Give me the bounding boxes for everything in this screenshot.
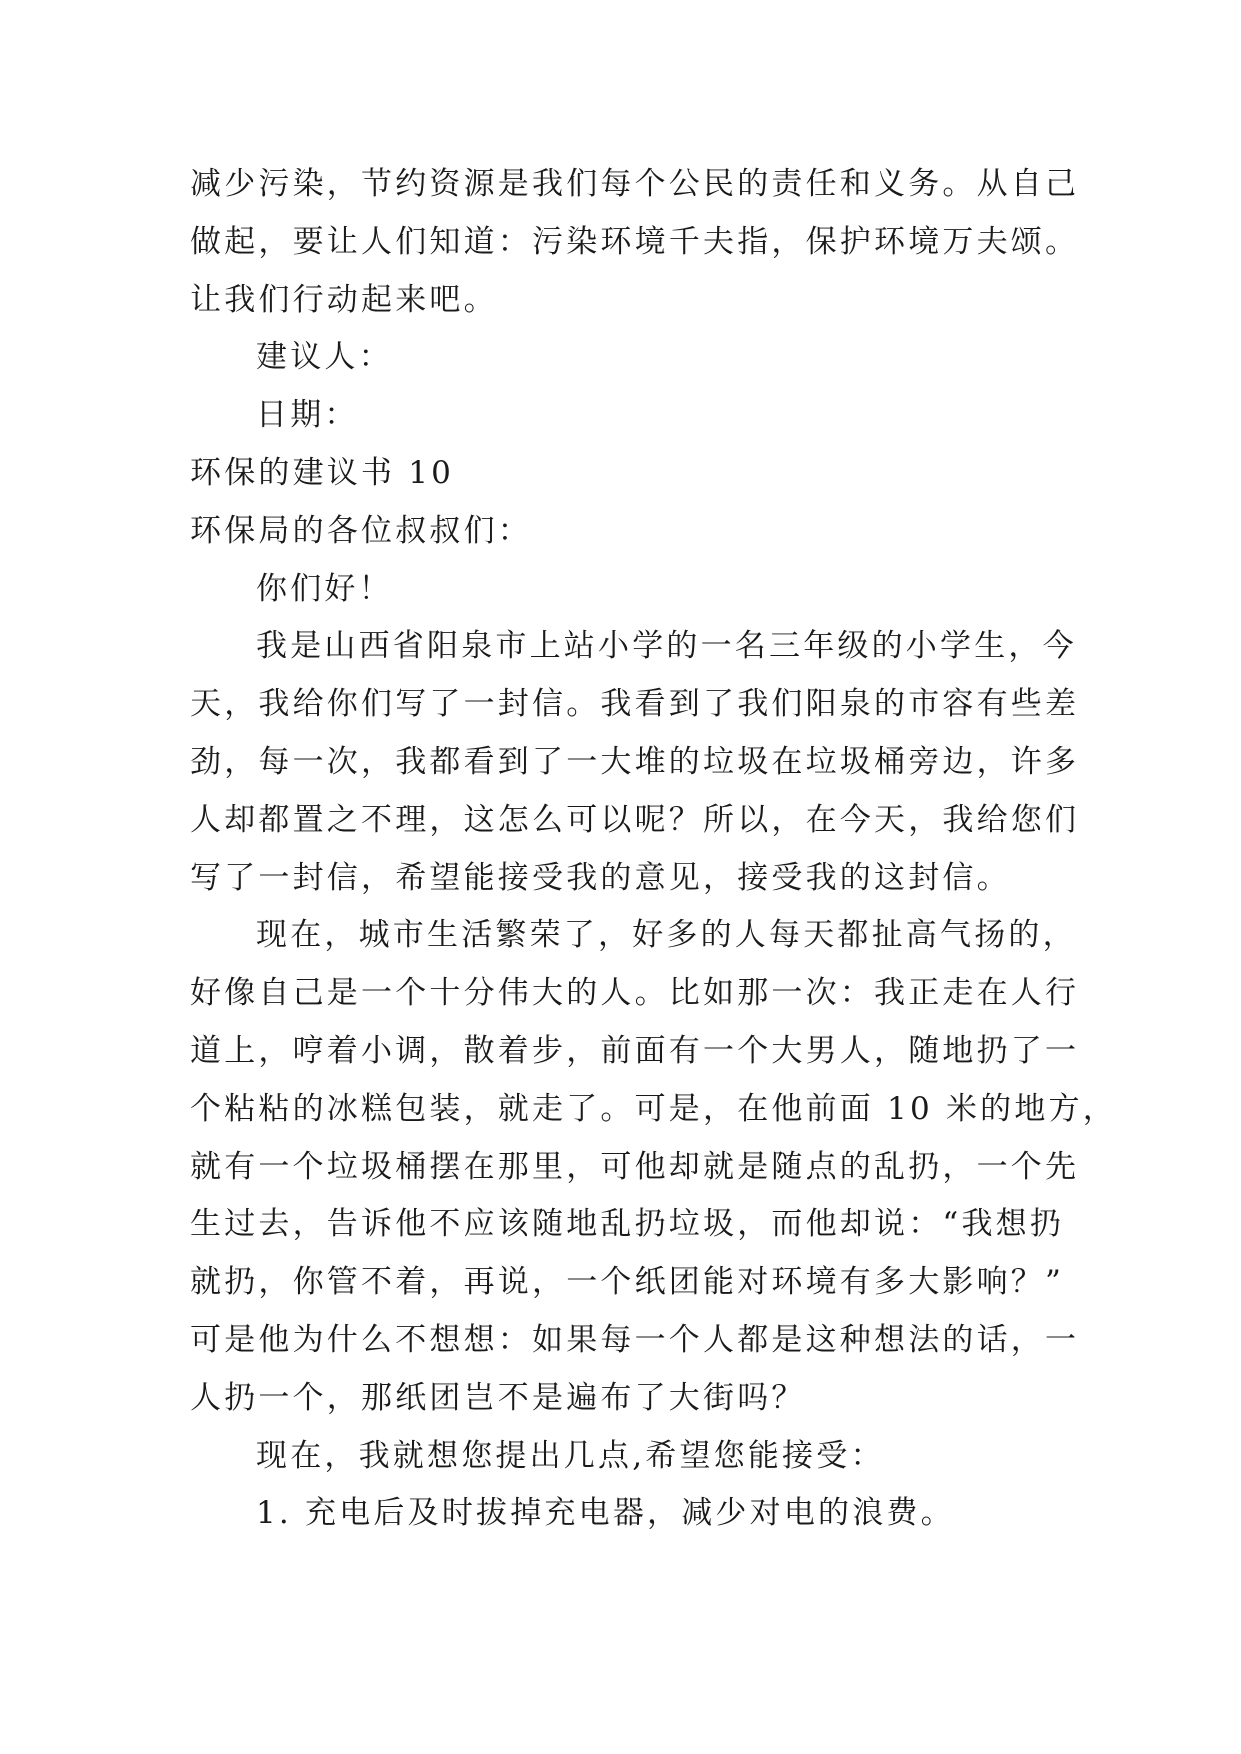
greeting: 你们好！ <box>256 570 393 607</box>
body-line: 减少污染，节约资源是我们每个公民的责任和义务。从自己 <box>190 166 1080 202</box>
body-line: 可是他为什么不想想：如果每一个人都是这种想法的话，一 <box>190 1321 1080 1358</box>
salutation: 环保局的各位叔叔们： <box>190 512 532 549</box>
body-line: 生过去，告诉他不应该随地乱扔垃圾，而他却说：“我想扔 <box>190 1206 1065 1243</box>
date-label: 日期： <box>256 397 359 434</box>
body-line: 人却都置之不理，这怎么可以呢？所以，在今天，我给您们 <box>190 801 1080 838</box>
body-line: 劲，每一次，我都看到了一大堆的垃圾在垃圾桶旁边，许多 <box>190 743 1080 780</box>
section-title: 环保的建议书 10 <box>190 454 455 491</box>
body-line: 天，我给你们写了一封信。我看到了我们阳泉的市容有些差 <box>190 686 1080 723</box>
body-line: 就扔，你管不着，再说，一个纸团能对环境有多大影响？” <box>190 1264 1065 1301</box>
body-line: 我是山西省阳泉市上站小学的一名三年级的小学生，今 <box>256 628 1077 665</box>
body-line: 现在，我就想您提出几点,希望您能接受： <box>256 1437 885 1474</box>
body-line: 个粘粘的冰糕包装，就走了。可是，在他前面 10 米的地方， <box>190 1090 1117 1127</box>
body-line: 现在，城市生活繁荣了，好多的人每天都扯高气扬的， <box>256 917 1077 954</box>
body-line: 人扔一个，那纸团岂不是遍布了大街吗？ <box>190 1379 806 1416</box>
body-line: 写了一封信，希望能接受我的意见，接受我的这封信。 <box>190 859 1011 896</box>
body-line: 做起，要让人们知道：污染环境千夫指，保护环境万夫颂。 <box>190 223 1080 260</box>
body-line: 好像自己是一个十分伟大的人。比如那一次：我正走在人行 <box>190 975 1080 1012</box>
document-body <box>190 156 1117 1543</box>
body-line: 道上，哼着小调，散着步，前面有一个大男人，随地扔了一 <box>190 1032 1080 1069</box>
proposer-label: 建议人： <box>256 339 393 376</box>
body-line: 让我们行动起来吧。 <box>190 281 498 318</box>
list-item: 1. 充电后及时拔掉充电器，减少对电的浪费。 <box>256 1495 955 1532</box>
body-line: 就有一个垃圾桶摆在那里，可他却就是随点的乱扔，一个先 <box>190 1148 1080 1185</box>
